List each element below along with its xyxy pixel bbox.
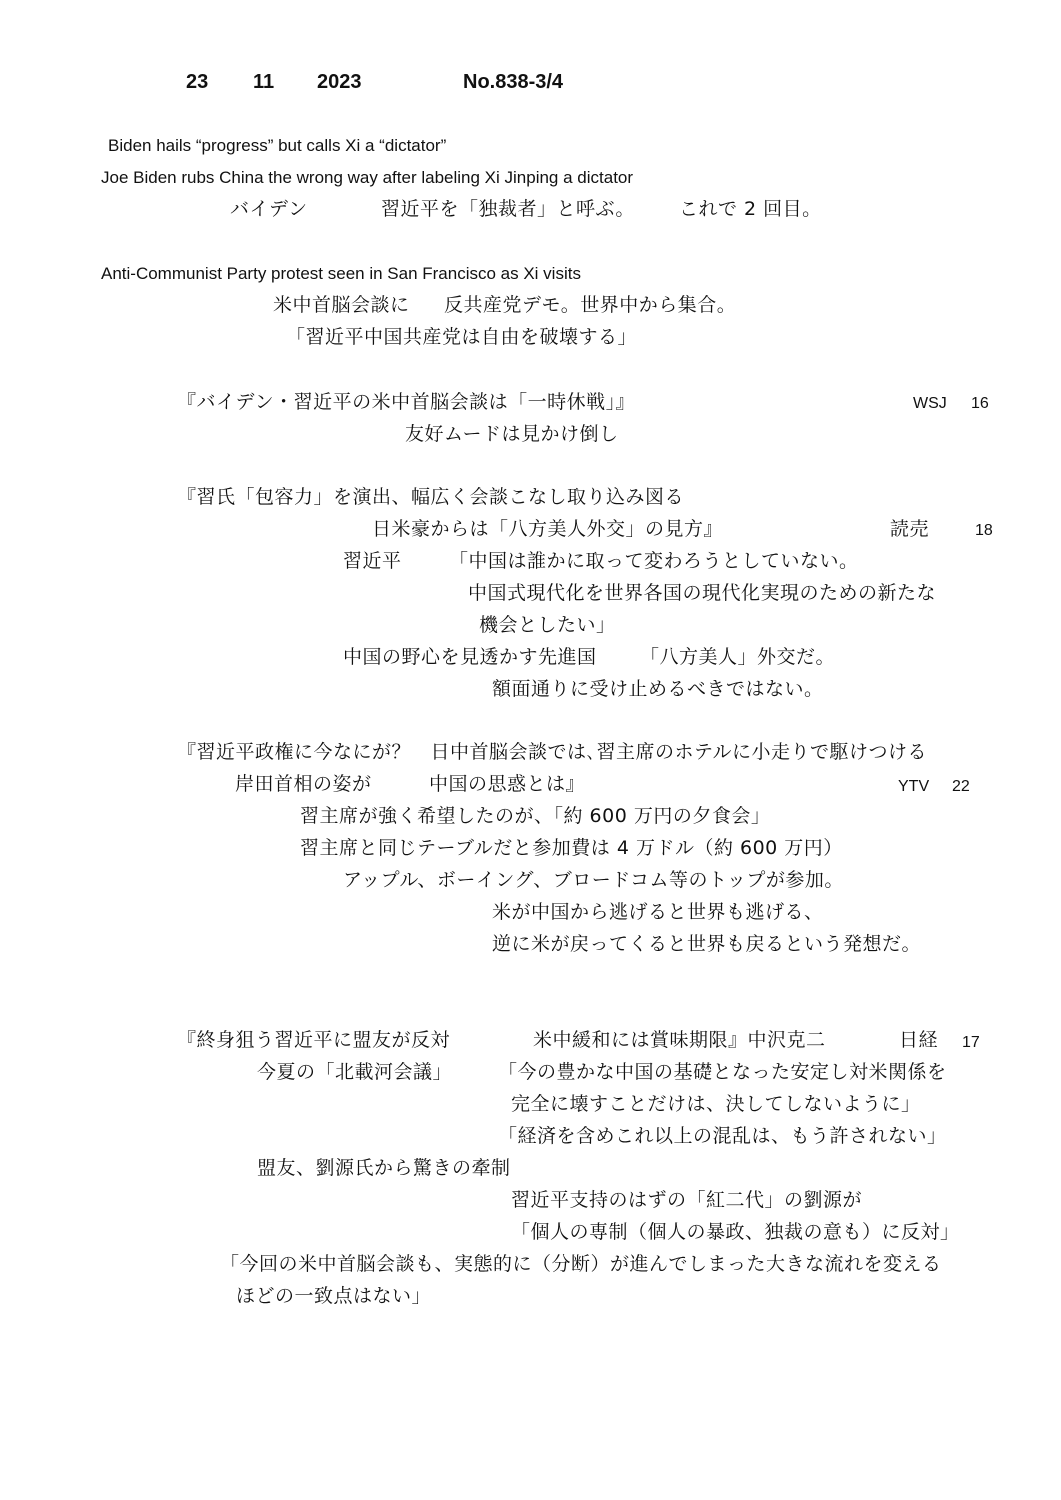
source-ytv-date: 22 (952, 778, 970, 795)
headline-en-protest: Anti-Communist Party protest seen in San Francisco as Xi visits (101, 264, 581, 283)
headline-ytv-1: 『習近平政権に今なにが？ 日中首脳会談では､習主席のホテルに小走りで駆けつける (177, 741, 928, 763)
source-nikkei-date: 17 (962, 1034, 980, 1051)
line-dinner-fee: 習主席と同じテーブルだと参加費は 4 万ドル（約 600 万円） (300, 837, 843, 859)
source-wsj: WSJ (913, 395, 947, 412)
headline-en-1: Biden hails “progress” but calls Xi a “dictator” (108, 136, 447, 155)
line-xi-quote-1: 「中国は誰かに取って変わろうとしていない。 (449, 550, 859, 572)
headline-yomiuri-2: 日米豪からは「八方美人外交」の見方』 (372, 518, 724, 540)
headline-en-2: Joe Biden rubs China the wrong way after labeling Xi Jinping a dictator (101, 168, 634, 187)
header-issue-number: No.838-3/4 (463, 71, 564, 93)
header-year: 2023 (317, 71, 362, 93)
headline-nikkei-a: 『終身狙う習近平に盟友が反対 (177, 1029, 451, 1051)
header-month: 11 (253, 71, 275, 93)
line-liu-yuan: 習近平支持のはずの「紅二代」の劉源が (511, 1189, 863, 1211)
line-economy-quote: 「経済を含めこれ以上の混乱は、もう許されない」 (498, 1125, 947, 1147)
line-friendly-mood: 友好ムードは見かけ倒し (405, 423, 619, 445)
line-no-agreement: ほどの一致点はない」 (236, 1285, 432, 1307)
line-ceos: アップル、ボーイング、ブロードコム等のトップが参加。 (343, 869, 844, 891)
source-yomiuri-date: 18 (975, 522, 993, 539)
line-ambition-a: 中国の野心を見透かす先進国 (343, 646, 597, 668)
line-xi-speaker: 習近平 (343, 550, 402, 572)
header-day: 23 (186, 71, 209, 93)
headline-yomiuri-1: 『習氏「包容力」を演出、幅広く会談こなし取り込み図る (177, 486, 685, 508)
line-xi-quote-2: 中国式現代化を世界各国の現代化実現のための新たな (468, 582, 937, 604)
line-face-value: 額面通りに受け止めるべきではない。 (492, 678, 824, 700)
line-summit-divide: 「今回の米中首脳会談も、実態的に（分断）が進んでしまった大きな流れを変える (220, 1253, 942, 1275)
line-dinner: 習主席が強く希望したのが、「約 600 万円の夕食会」 (300, 805, 771, 827)
line-beidaihe-quote-2: 完全に壊すことだけは、決してしないように」 (511, 1093, 921, 1115)
line-summit-protest-b: 反共産党デモ。世界中から集合。 (444, 294, 737, 316)
line-dictator: 習近平を「独裁者」と呼ぶ。 (381, 198, 635, 220)
line-beidaihe: 今夏の「北載河会議」 (257, 1061, 453, 1083)
line-summit-protest-a: 米中首脳会談に (273, 294, 410, 316)
line-xi-quote-3: 機会としたい」 (479, 614, 616, 636)
source-yomiuri: 読売 (890, 518, 930, 540)
headline-ytv-2b: 中国の思惑とは』 (429, 773, 586, 795)
line-despotism-quote: 「個人の専制（個人の暴政、独裁の意も）に反対」 (511, 1221, 960, 1243)
headline-wsj: 『バイデン・習近平の米中首脳会談は「一時休戦」』 (177, 391, 636, 413)
headline-ytv-2a: 岸田首相の姿が (235, 773, 372, 795)
source-wsj-date: 16 (971, 395, 989, 412)
line-beidaihe-quote-1: 「今の豊かな中国の基礎となった安定し対米関係を (498, 1061, 947, 1083)
line-biden: バイデン (230, 198, 308, 220)
source-nikkei: 日経 (899, 1029, 939, 1051)
source-ytv: YTV (898, 778, 930, 795)
headline-nikkei-b: 米中緩和には賞味期限』中沢克二 (533, 1029, 826, 1051)
line-second-time: これで 2 回目。 (679, 198, 822, 220)
line-us-returns: 逆に米が戻ってくると世界も戻るという発想だ。 (492, 933, 922, 955)
line-ally-warning: 盟友、劉源氏から驚きの牽制 (257, 1157, 511, 1179)
line-us-flees: 米が中国から逃げると世界も逃げる、 (492, 901, 824, 923)
line-freedom-quote: 「習近平中国共産党は自由を破壊する」 (286, 326, 638, 348)
line-ambition-b: 「八方美人」外交だ。 (640, 646, 836, 668)
